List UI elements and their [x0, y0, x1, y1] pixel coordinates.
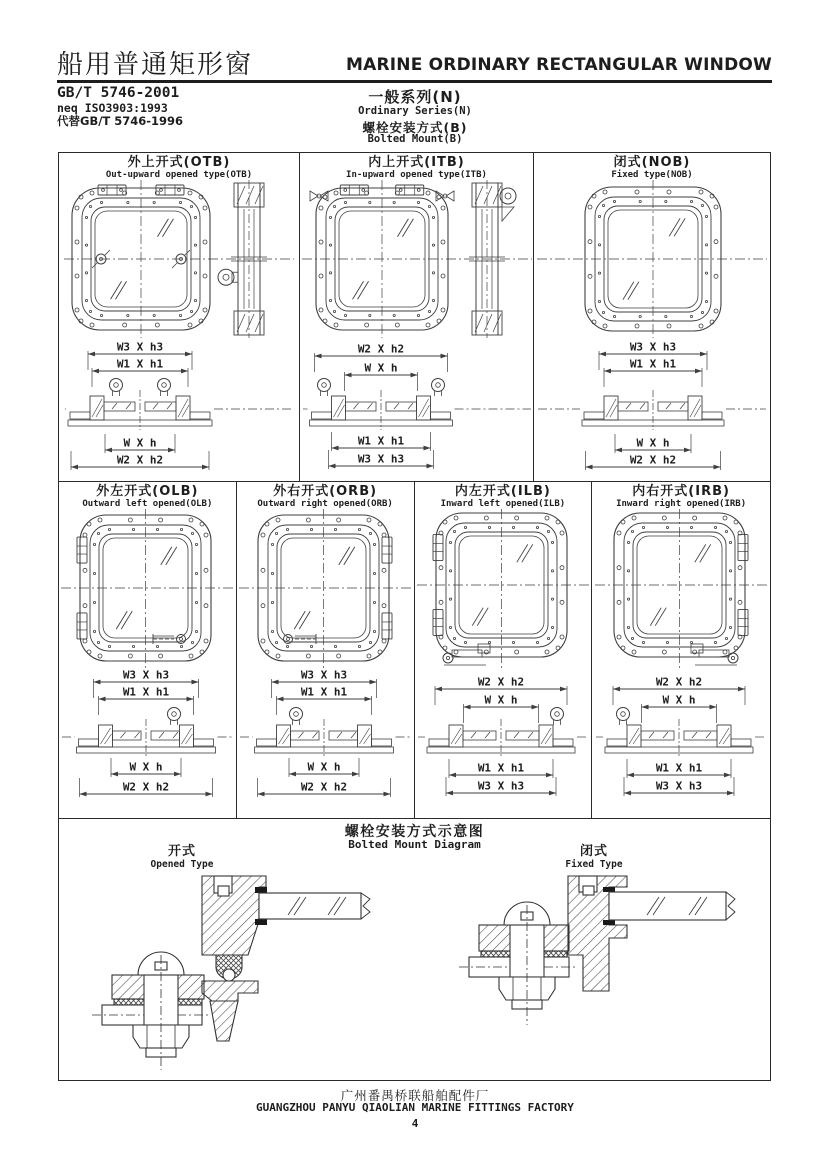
diagram-title-zh: 螺栓安装方式示意图	[344, 824, 485, 840]
bolt-shank	[144, 975, 178, 1025]
page-title-en: MARINE ORDINARY RECTANGULAR WINDOW	[345, 55, 772, 75]
dimension-label: W3 X h3	[655, 779, 703, 793]
dimension-label: W1 X h1	[477, 761, 525, 775]
fixed-type-label-zh: 闭式	[579, 844, 608, 859]
series-title-zh: 一般系列(N)	[368, 88, 462, 106]
dimension-label: W1 X h1	[123, 685, 170, 699]
hinge-arm	[202, 981, 258, 1001]
cell-title-en: Fixed type(NOB)	[611, 170, 693, 180]
ilb-front-view-drawing	[415, 509, 591, 669]
page-number: 4	[411, 1117, 419, 1130]
dimension-label: W X h	[307, 760, 341, 774]
dimension-label: W1 X h1	[116, 357, 164, 371]
ilb-dimension-section	[415, 669, 591, 814]
fixed-type-label-en: Fixed Type	[565, 859, 623, 870]
dimension-label: W2 X h2	[629, 453, 677, 467]
cell-title-en: Inward left opened(ILB)	[440, 499, 566, 509]
cell-title-en: In-upward opened type(ITB)	[346, 170, 487, 180]
page-title-zh: 船用普通矩形窗	[57, 50, 254, 80]
itb-dimension-section	[300, 338, 534, 478]
cell-otb	[59, 153, 300, 481]
glass-seal	[603, 887, 615, 892]
cell-title-zh: 外左开式(OLB)	[96, 484, 199, 499]
cell-title-zh: 内右开式(IRB)	[632, 484, 730, 499]
dimension-label: W3 X h3	[123, 669, 170, 682]
dimension-label: W2 X h2	[300, 780, 348, 794]
fixed-type-section-drawing	[441, 863, 751, 1075]
standard-replaces: 代替GB/T 5746-1996	[57, 114, 184, 128]
bolted-mount-diagram-section	[59, 819, 770, 1079]
dimension-label: W1 X h1	[655, 761, 703, 775]
cell-title-zh: 内上开式(ITB)	[368, 155, 465, 170]
mount-title-en: Bolted Mount(B)	[367, 133, 463, 145]
cell-nob	[534, 153, 770, 481]
dimension-label: W3 X h3	[629, 340, 677, 354]
cell-title-zh: 外右开式(ORB)	[273, 484, 378, 499]
dimension-label: W X h	[363, 361, 398, 375]
dimension-label: W3 X h3	[477, 779, 525, 793]
itb-front-view-drawing	[300, 180, 534, 338]
dimension-label: W X h	[636, 436, 670, 450]
dimension-label: W2 X h2	[655, 675, 703, 689]
cell-title-en: Out-upward opened type(OTB)	[105, 170, 253, 180]
cell-olb	[59, 482, 237, 818]
cell-title-zh: 外上开式(OTB)	[127, 155, 231, 170]
cell-title-en: Inward right opened(IRB)	[616, 499, 747, 509]
nob-dimension-section	[535, 338, 769, 478]
dimension-label: W2 X h2	[116, 453, 164, 467]
series-title-en: Ordinary Series(N)	[358, 105, 472, 117]
cell-title-zh: 内左开式(ILB)	[454, 484, 551, 499]
cell-itb	[300, 153, 534, 481]
opened-type-label-zh: 开式	[167, 844, 196, 859]
header-rule	[57, 80, 772, 83]
irb-front-view-drawing	[593, 509, 769, 669]
glass-pane	[609, 892, 726, 920]
glass-seal	[255, 887, 267, 893]
table-row-2	[59, 482, 770, 819]
standard-number: GB/T 5746-2001	[57, 85, 180, 101]
nob-front-view-drawing	[535, 180, 769, 338]
standard-equivalence: neq ISO3903:1993	[57, 101, 168, 115]
dimension-label: W X h	[123, 436, 157, 450]
cell-ilb	[415, 482, 593, 818]
dimension-label: W2 X h2	[477, 675, 525, 689]
opened-type-label-en: Opened Type	[150, 859, 214, 870]
cell-title-zh: 闭式(NOB)	[613, 155, 691, 170]
orb-front-view-drawing	[237, 509, 413, 669]
olb-front-view-drawing	[59, 509, 235, 669]
dimension-label: W X h	[129, 760, 163, 774]
mount-title-zh: 螺栓安装方式(B)	[362, 120, 468, 135]
dimension-label: W1 X h1	[300, 685, 348, 699]
dimension-label: W2 X h2	[357, 342, 404, 356]
dimension-label: W2 X h2	[123, 780, 170, 794]
table-row-1	[59, 153, 770, 482]
cell-orb	[237, 482, 415, 818]
cell-irb	[592, 482, 770, 818]
dimension-label: W3 X h3	[357, 452, 404, 466]
otb-dimension-section	[62, 338, 296, 478]
orb-dimension-section	[237, 669, 413, 814]
olb-dimension-section	[59, 669, 235, 814]
factory-name-en: GUANGZHOU PANYU QIAOLIAN MARINE FITTINGS FACTORY	[256, 1101, 574, 1114]
dimension-label: W3 X h3	[116, 340, 164, 354]
factory-name-zh: 广州番禺桥联船舶配件厂	[340, 1088, 490, 1103]
dimension-label: W X h	[484, 693, 518, 707]
opened-type-section-drawing	[76, 863, 386, 1075]
diagram-title-en: Bolted Mount Diagram	[348, 838, 481, 851]
dimension-label: W X h	[662, 693, 696, 707]
dimension-label: W1 X h1	[629, 357, 677, 371]
cell-title-en: Outward right opened(ORB)	[257, 499, 393, 509]
dimension-label: W1 X h1	[357, 434, 404, 448]
drawing-table	[58, 152, 771, 1081]
irb-dimension-section	[593, 669, 769, 814]
cell-title-en: Outward left opened(OLB)	[82, 499, 213, 509]
otb-front-view-drawing	[62, 180, 296, 338]
dimension-label: W3 X h3	[300, 669, 348, 682]
